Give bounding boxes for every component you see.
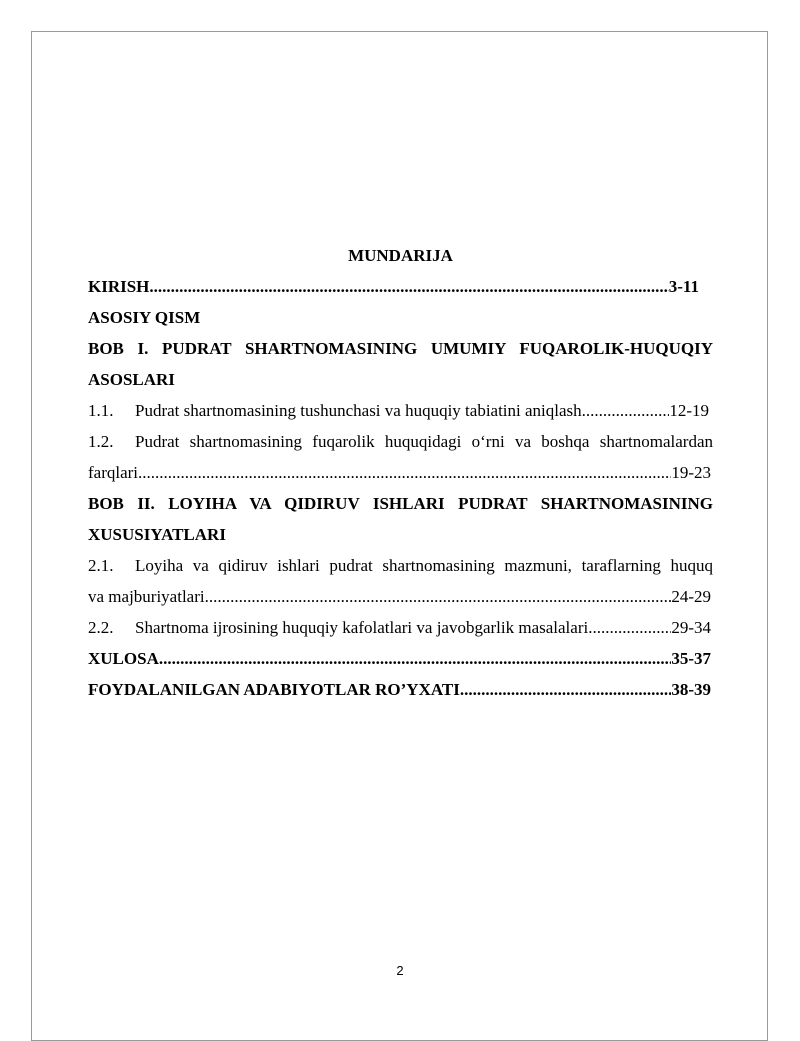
toc-entry-label: XULOSA [88,649,159,668]
toc-entry-label: Shartnoma ijrosining huquqiy kafolatlari va javobgarlik masalalari [135,618,589,637]
toc-leader-dots [588,612,671,643]
toc-entry-pages: 38-39 [671,680,711,699]
toc-entry-label: va majburiyatlari [88,587,205,606]
page-number: 2 [396,963,404,978]
toc-chapter-1-line2: ASOSLARI [88,370,175,389]
toc-leader-dots [582,395,670,426]
toc-entry-pages: 24-29 [671,587,711,606]
toc-leader-dots [159,643,671,674]
toc-chapter-2-line1: BOB II. LOYIHA VA QIDIRUV ISHLARI PUDRAT SHARTNOMASINING [88,494,713,513]
toc-entry-pages: 35-37 [671,649,711,668]
toc-entry-number: 2.2. [88,618,114,637]
toc-entry-2-1-line1 [88,550,713,581]
toc-entry-2-1-line2 [88,581,713,612]
toc-leader-dots [460,674,672,705]
toc-entry-1-2-line1 [88,426,713,457]
toc-entry-label: FOYDALANILGAN ADABIYOTLAR RO’YXATI [88,680,460,699]
toc-entry-number: 2.1. [88,556,114,575]
toc-entry-1-1 [88,395,713,426]
toc-chapter-1-line1: BOB I. PUDRAT SHARTNOMASINING UMUMIY FUQAROLIK-HUQUQIY [88,339,713,358]
toc-entry-xulosa [88,643,713,674]
toc-entry-1-2-line2 [88,457,713,488]
toc-leader-dots [138,457,671,488]
toc-leader-dots [149,271,668,302]
toc-entry-number: 1.1. [88,401,114,420]
toc-entry-label: Loyiha va qidiruv ishlari pudrat shartnomasining mazmuni, taraflarning huquq [135,556,713,575]
toc-entry-label: farqlari [88,463,139,482]
table-of-contents [88,240,713,705]
toc-leader-dots [205,581,672,612]
toc-entry-pages: 29-34 [671,618,711,637]
toc-section-asosiy-qism: ASOSIY QISM [88,308,201,327]
toc-entry-label: KIRISH [88,277,150,296]
toc-entry-adabiyotlar [88,674,713,705]
toc-entry-pages: 12-19 [669,401,709,420]
toc-entry-pages: 3-11 [668,277,699,296]
toc-chapter-2-line2: XUSUSIYATLARI [88,525,226,544]
toc-entry-label: Pudrat shartnomasining fuqarolik huquqidagi o‘rni va boshqa shartnomalardan [135,432,713,451]
toc-entry-2-2 [88,612,713,643]
toc-entry-label: Pudrat shartnomasining tushunchasi va huquqiy tabiatini aniqlash [135,401,582,420]
toc-entry-number: 1.2. [88,432,114,451]
toc-entry-pages: 19-23 [671,463,711,482]
toc-title: MUNDARIJA [348,246,453,265]
toc-entry-kirish [88,271,713,302]
